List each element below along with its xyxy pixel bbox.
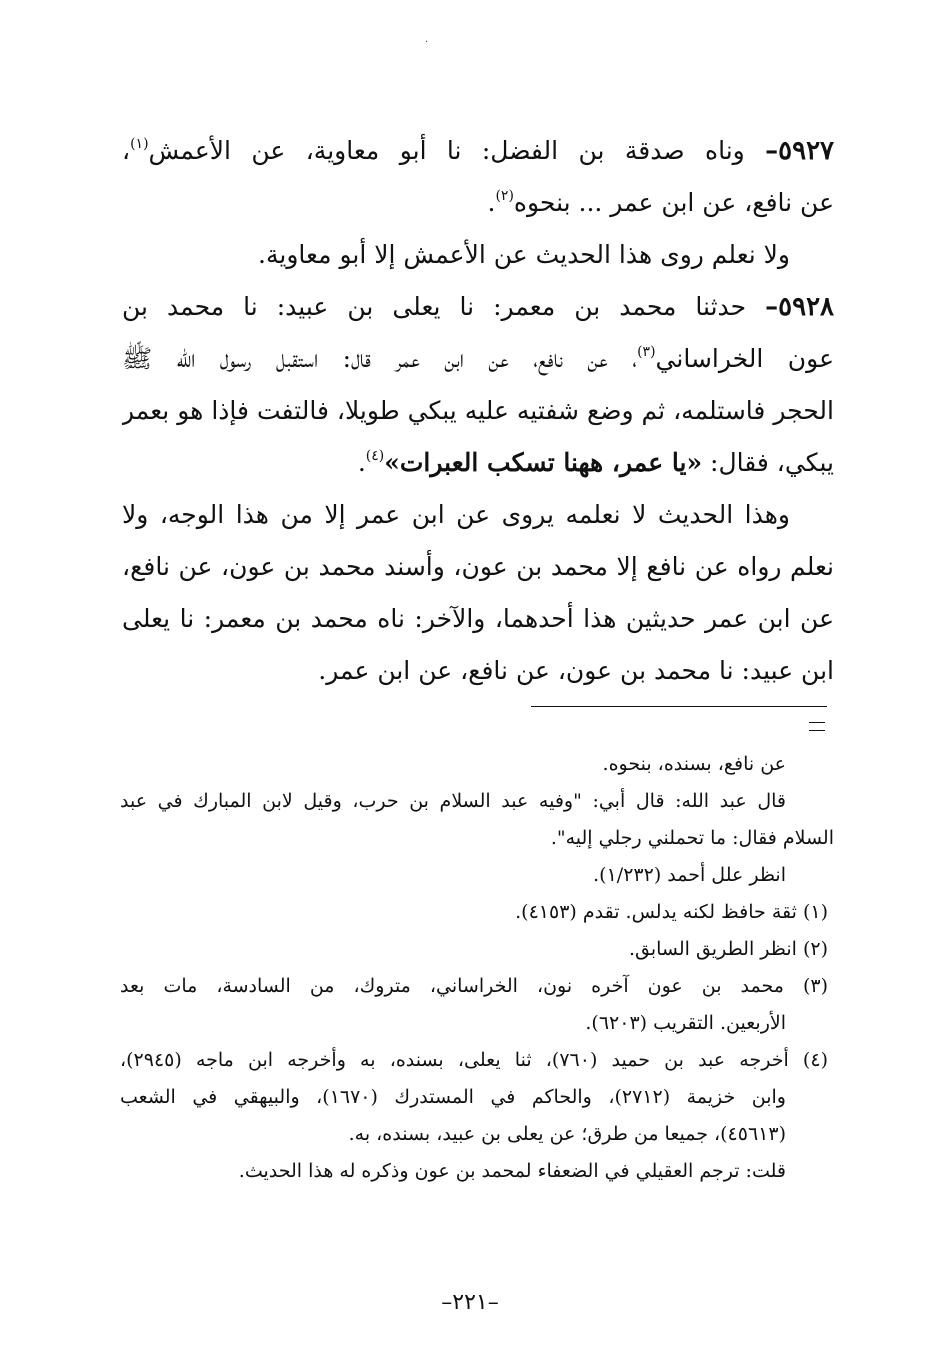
footnote-1: (١) ثقة حافظ لكنه يدلس. تقدم (٤١٥٣).: [515, 901, 828, 923]
footnote-carry-line-1: عن نافع، بسنده، بنحوه.: [602, 753, 786, 775]
text-span: وناه صدقة بن الفضل: نا أبو معاوية، عن الأعمش: [148, 136, 766, 165]
footnote-3-line-1: (٣) محمد بن عون آخره نون، الخراساني، متروك، من السادسة، مات بعد: [120, 975, 828, 997]
footnote-4-line-3: (٤٥٦١٣)، جميعا من طرق؛ عن يعلى بن عبيد، بسنده، به.: [348, 1123, 786, 1145]
footnote-4-line-2: وابن خزيمة (٢٧١٢)، والحاكم في المستدرك (١٦٧٠)، والبيهقي في الشعب: [120, 1086, 786, 1108]
footnote-ref-2: (٢): [495, 187, 514, 204]
continuation-mark: [809, 722, 825, 731]
comment-5928-line-4: ابن عبيد: نا محمد بن عون، عن نافع، عن ابن عمر.: [318, 656, 834, 685]
hadith-5927-line-2: [122, 177, 834, 229]
hadith-5928-line-2: [122, 333, 834, 385]
hadith-number-5928: ٥٩٢٨–: [765, 292, 834, 322]
comment-5928-line-2: نعلم رواه عن نافع إلا محمد بن عون، وأسند محمد بن عون، عن نافع،: [122, 552, 834, 581]
footnote-4-line-4: قلت: ترجم العقيلي في الضعفاء لمحمد بن عون وذكره له هذا الحديث.: [238, 1160, 786, 1182]
text-span: عن نافع، عن ابن عمر ... بنحوه: [513, 188, 834, 217]
hadith-quote: «يا عمر، ههنا تسكب العبرات»: [384, 448, 703, 477]
comment-5928-line-1: وهذا الحديث لا نعلمه يروى عن ابن عمر إلا من هذا الوجه، ولا: [122, 500, 790, 529]
footnote-3-line-2: الأربعين. التقريب (٦٢٠٣).: [585, 1012, 786, 1034]
text-span: عون الخراساني: [655, 344, 834, 373]
hadith-5928-line-4: [122, 437, 834, 489]
text-span: .: [487, 188, 496, 217]
footnote-ref-1: (١): [130, 135, 149, 152]
hadith-number-5927: ٥٩٢٧–: [765, 136, 834, 166]
footnotes: [120, 746, 834, 1190]
comment-5928-line-3: عن ابن عمر حديثين هذا أحدهما، والآخر: ناه محمد بن معمر: نا يعلى: [122, 604, 834, 633]
text-span: حدثنا محمد بن معمر: نا يعلى بن عبيد: نا محمد بن: [122, 292, 766, 321]
page-number: –٢٢١–: [441, 1290, 499, 1315]
text-span: ، عن نافع، عن ابن عمر قال: استقبل رسول الله ﷺ: [122, 344, 638, 373]
hadith-5927-line-1: [122, 125, 834, 177]
scan-mark: ·: [425, 37, 429, 48]
text-span: يبكي، فقال:: [702, 448, 834, 477]
hadith-5928-line-3: الحجر فاستلمه، ثم وضع شفتيه عليه يبكي طويلا، فالتفت فإذا هو بعمر: [122, 396, 834, 425]
main-text: [122, 125, 834, 697]
footnote-carry-line-2: قال عبد الله: قال أبي: "وفيه عبد السلام بن حرب، وقيل لابن المبارك في عبد: [120, 790, 786, 812]
footnote-separator: [531, 706, 827, 707]
footnote-ref-3: (٣): [637, 343, 656, 360]
footnote-carry-line-3: السلام فقال: ما تحملني رجلي إليه".: [550, 827, 834, 849]
footnote-2: (٢) انظر الطريق السابق.: [628, 938, 828, 960]
footnote-carry-line-4: انظر علل أحمد (١/٢٣٢).: [593, 864, 786, 886]
text-span: ،: [122, 136, 131, 165]
footnote-4-line-1: (٤) أخرجه عبد بن حميد (٧٦٠)، ثنا يعلى، بسنده، به وأخرجه ابن ماجه (٢٩٤٥)،: [120, 1049, 828, 1071]
footnote-ref-4: (٤): [365, 447, 385, 464]
hadith-5928-line-1: [122, 281, 834, 333]
comment-5927: ولا نعلم روى هذا الحديث عن الأعمش إلا أبو معاوية.: [258, 240, 790, 269]
text-span: .: [357, 448, 366, 477]
